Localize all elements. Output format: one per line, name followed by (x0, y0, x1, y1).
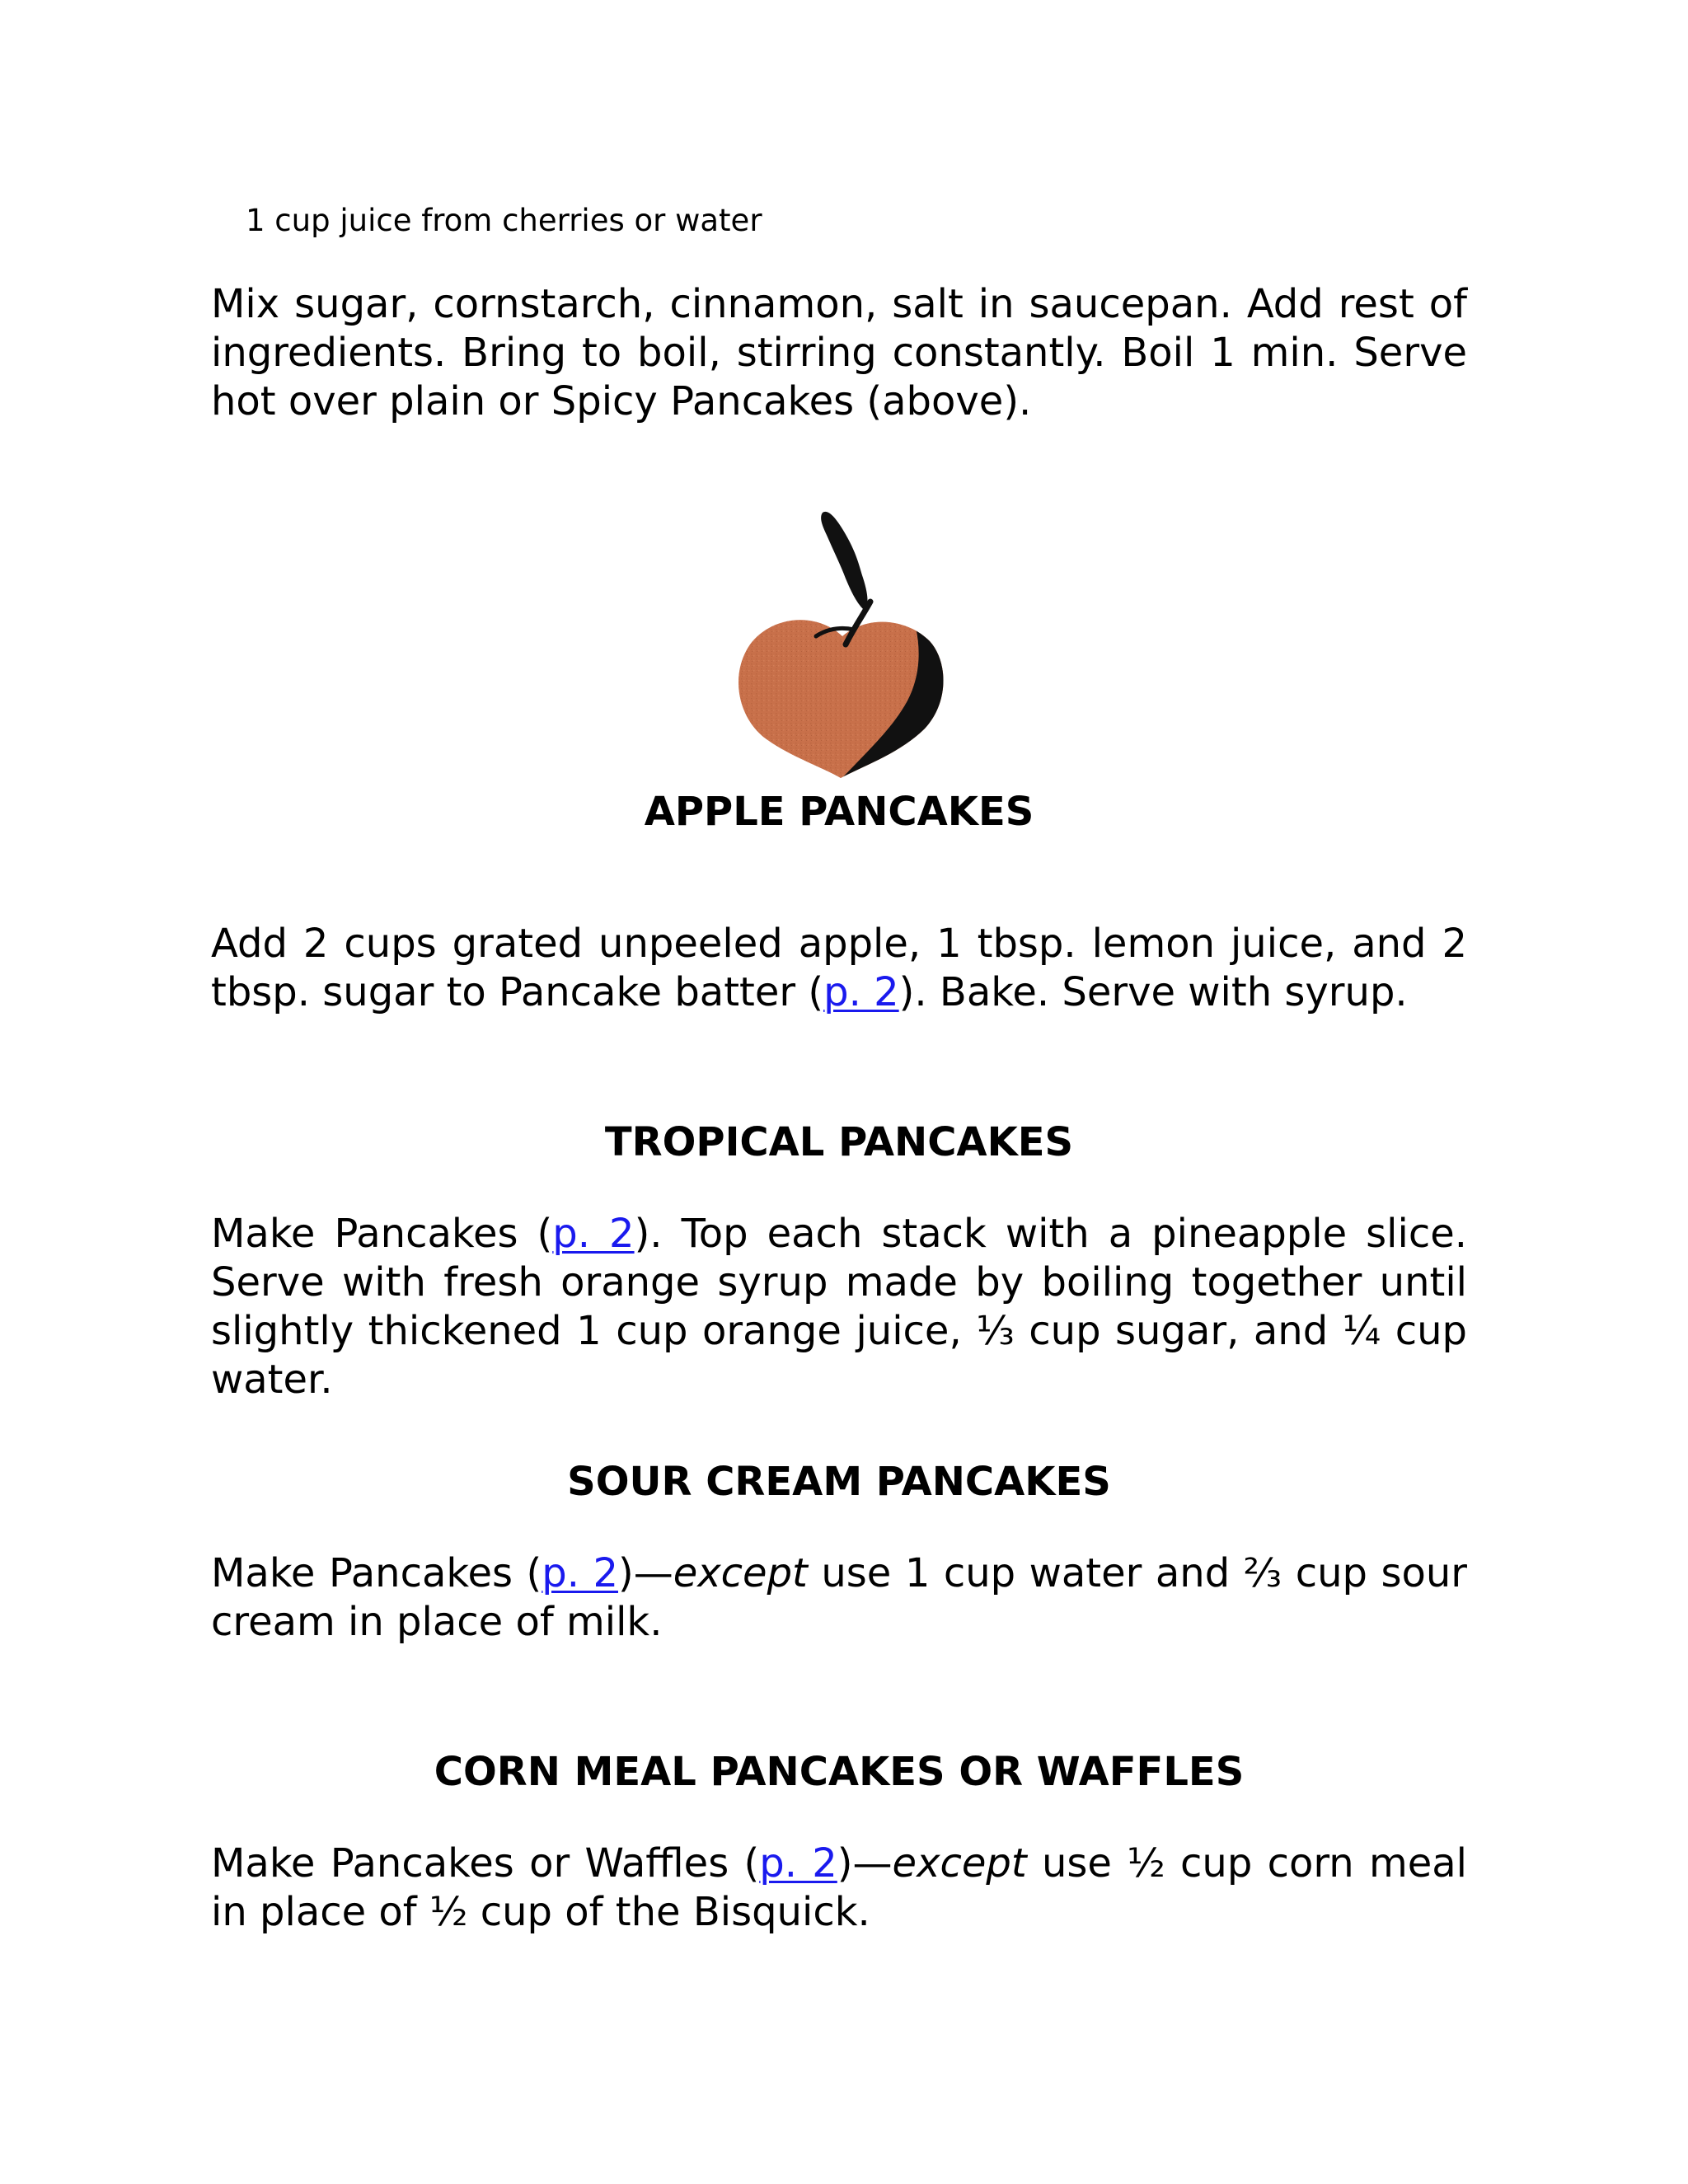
page-link-sour-cream[interactable]: p. 2 (542, 1550, 618, 1596)
apple-illustration (730, 504, 954, 780)
recipe-title-apple: APPLE PANCAKES (644, 789, 1034, 835)
apple-leaf (821, 512, 867, 610)
recipe-title-sour-cream: SOUR CREAM PANCAKES (567, 1459, 1111, 1505)
recipe-title-tropical: TROPICAL PANCAKES (604, 1119, 1074, 1165)
page-link-apple[interactable]: p. 2 (823, 969, 899, 1015)
recipe-text-corn-meal: Make Pancakes or Waffles (p. 2)—except use ½ cup corn meal in place of ½ cup of the Bisquick. (211, 1840, 1468, 1935)
recipe-text-sour-cream: Make Pancakes (p. 2)—except use 1 cup water and ⅔ cup sour cream in place of milk. (211, 1550, 1467, 1645)
apple-icon (730, 504, 954, 780)
recipe-text-apple: Add 2 cups grated unpeeled apple, 1 tbsp. lemon juice, and 2 tbsp. sugar to Pancake batter (p. 2). Bake. Serve with syrup. (211, 921, 1467, 1015)
emphasis-except: except (673, 1550, 808, 1596)
page-link-corn-meal[interactable]: p. 2 (759, 1840, 837, 1886)
ingredient-line: 1 cup juice from cherries or water (246, 203, 762, 238)
recipe-title-corn-meal: CORN MEAL PANCAKES OR WAFFLES (434, 1749, 1245, 1795)
recipe-text-tropical: Make Pancakes (p. 2). Top each stack with a pineapple slice. Serve with fresh orange syrup made by boiling together until slightly thickened 1 cup orange juice, ⅓ cup sugar, and ¼ cup water. (211, 1211, 1467, 1403)
page-link-tropical[interactable]: p. 2 (552, 1211, 635, 1257)
cherry-sauce-instructions: Mix sugar, cornstarch, cinnamon, salt in saucepan. Add rest of ingredients. Bring to boil, stirring constantly. Boil 1 min. Serve hot over plain or Spicy Pancakes (above). (211, 281, 1467, 424)
emphasis-except: except (892, 1840, 1027, 1886)
